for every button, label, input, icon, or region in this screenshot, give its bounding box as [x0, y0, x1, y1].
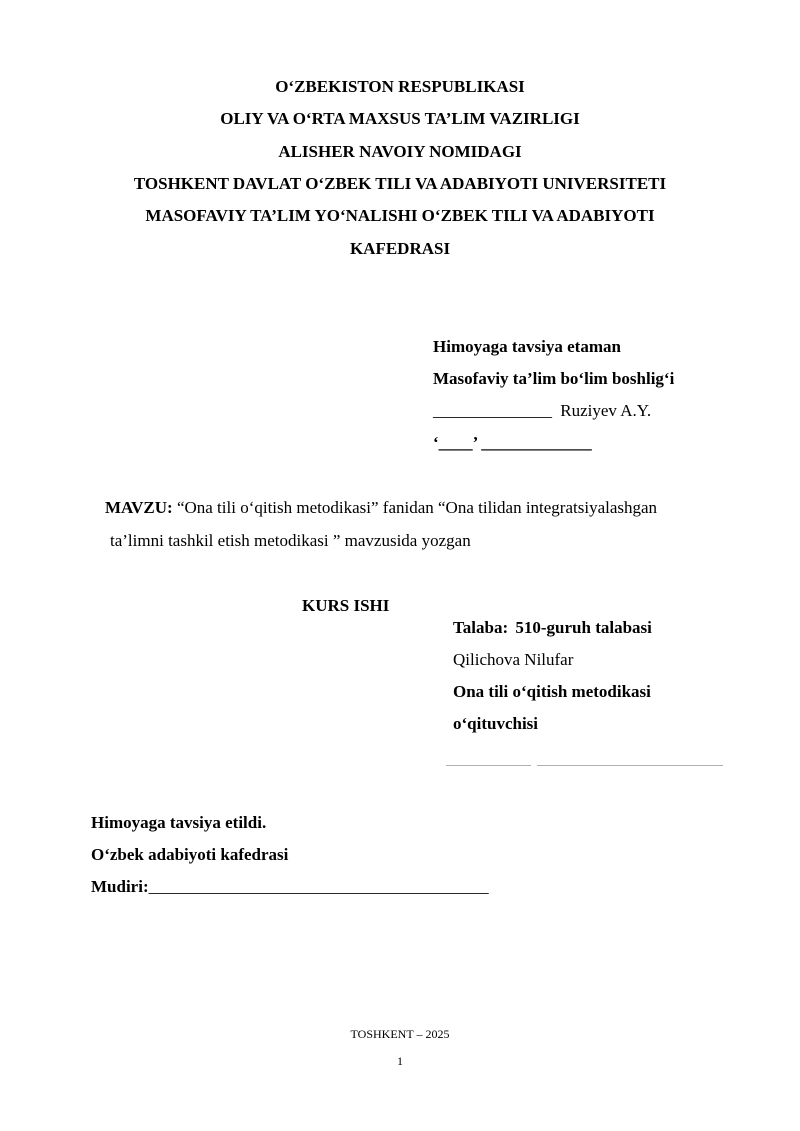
header-line-ministry: OLIY VA O‘RTA MAXSUS TA’LIM VAZIRLIGI — [220, 109, 580, 128]
topic-label: MAVZU: — [105, 498, 173, 517]
page-number: 1 — [397, 1054, 403, 1068]
head-label: Mudiri: — [91, 877, 149, 896]
approval-line-head: Masofaviy ta’lim bo‘lim boshlig‘i — [433, 369, 675, 388]
approval-signature-line — [433, 401, 651, 421]
work-type-title: KURS ISHI — [302, 596, 390, 615]
topic-line-1 — [105, 498, 657, 518]
teacher-signature-line-short — [446, 765, 531, 766]
header-line-ministry-country: O‘ZBEKISTON RESPUBLIKASI — [275, 77, 525, 96]
head-signature-blank: ________________________________________ — [148, 877, 489, 896]
header-line-kafedra: KAFEDRASI — [349, 239, 451, 258]
approval-line-recommend: Himoyaga tavsiya etaman — [433, 337, 621, 356]
header-line-department: MASOFAVIY TA’LIM YO‘NALISHI O‘ZBEK TILI VA ADABIYOTI — [145, 206, 655, 225]
approver-name: Ruziyev A.Y. — [560, 401, 652, 420]
defense-line-recommended: Himoyaga tavsiya etildi. — [91, 813, 267, 832]
header-line-named-after: ALISHER NAVOIY NOMIDAGI — [278, 142, 522, 161]
teacher-line-2: o‘qituvchisi — [453, 714, 539, 733]
student-group-line — [453, 618, 652, 638]
student-label: Talaba: — [453, 618, 509, 637]
topic-line-2: ta’limni tashkil etish metodikasi ” mavzusida yozgan — [110, 531, 471, 550]
signature-blank: ______________ — [433, 401, 552, 420]
student-group: 510-guruh talabasi — [515, 618, 652, 637]
student-name: Qilichova Nilufar — [453, 650, 574, 669]
teacher-line-1: Ona tili o‘qitish metodikasi — [453, 682, 651, 701]
teacher-signature-line-long — [537, 765, 723, 766]
topic-text-1: “Ona tili o‘qitish metodikasi” fanidan “Ona tilidan integratsiyalashgan — [176, 498, 658, 517]
header-line-university: TOSHKENT DAVLAT O‘ZBEK TILI VA ADABIYOTI UNIVERSITETI — [133, 174, 667, 193]
approval-date-blank: ‘____’ _____________ — [433, 433, 592, 452]
footer-city-year: TOSHKENT – 2025 — [350, 1027, 450, 1041]
defense-head-line — [91, 877, 489, 897]
defense-line-kafedra: O‘zbek adabiyoti kafedrasi — [91, 845, 289, 864]
